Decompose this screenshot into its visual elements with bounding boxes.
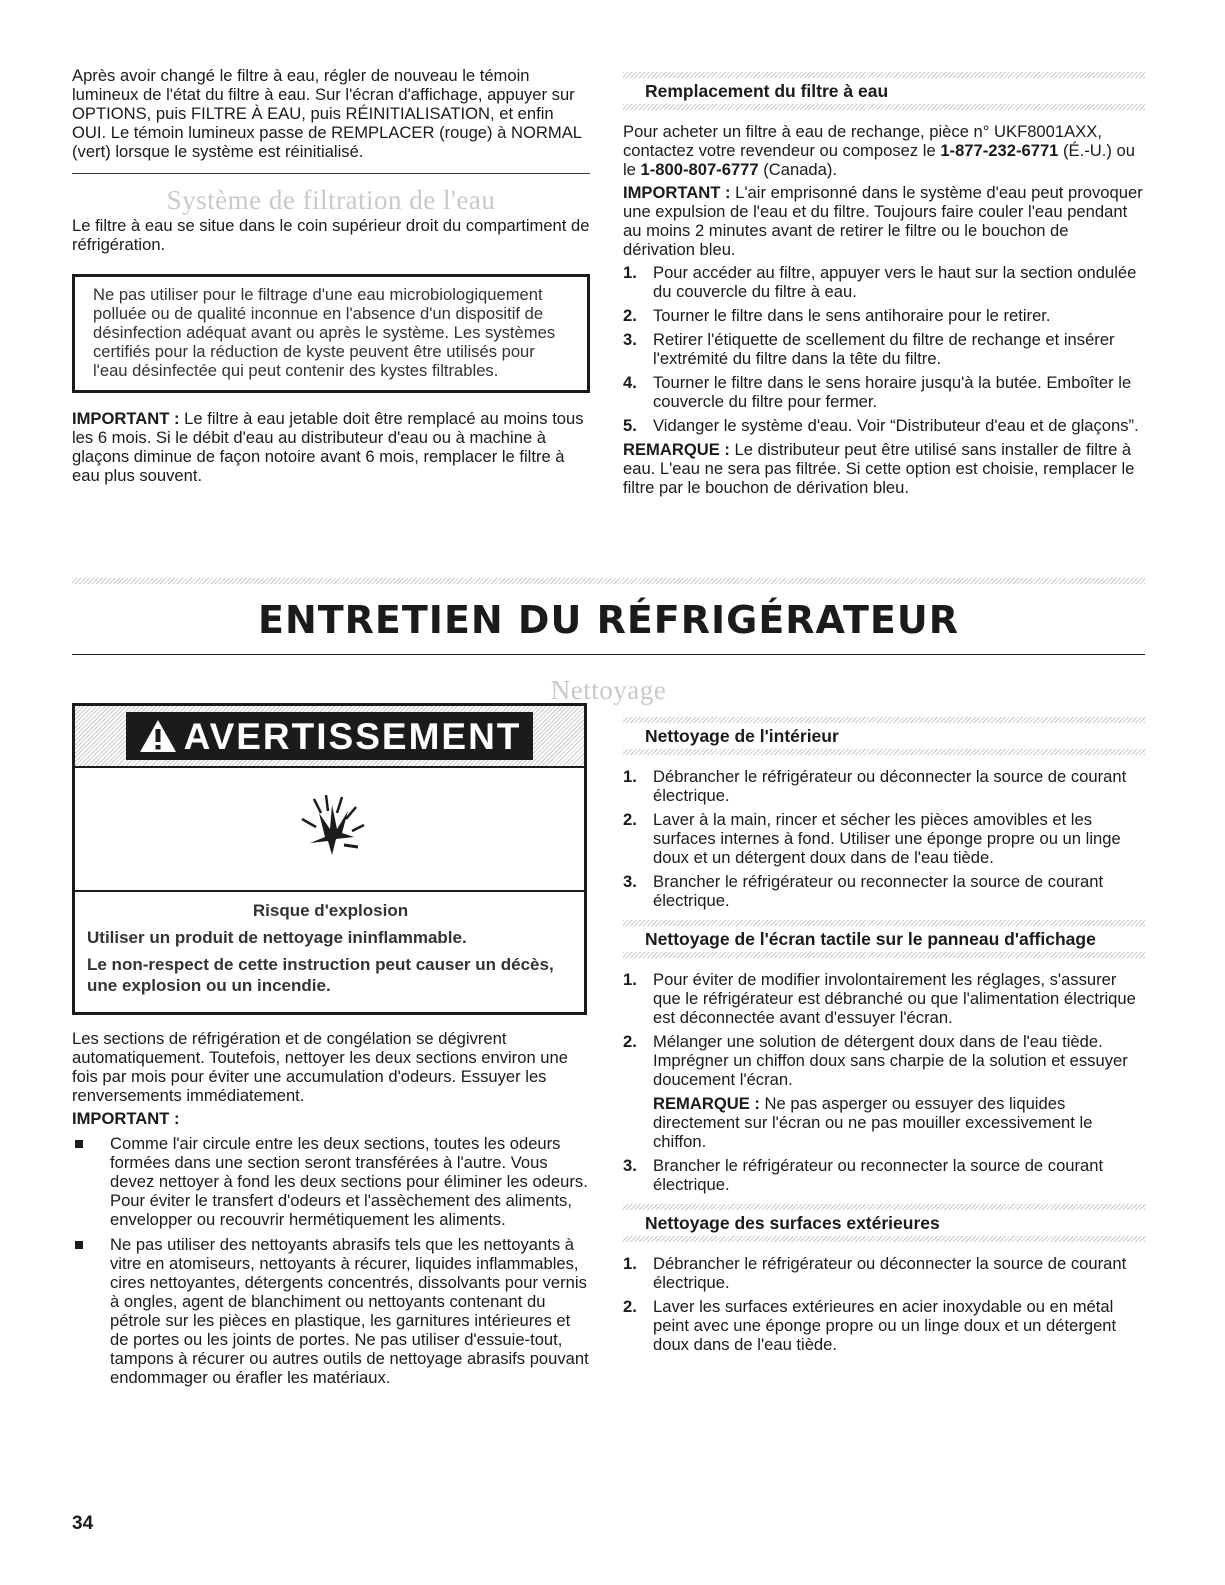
step-text: Laver à la main, rincer et sécher les pièces amovibles et les surfaces internes à fond. Utiliser une éponge propre ou un linge doux et un détergent doux dans de l'eau tiède. — [653, 810, 1121, 867]
explosion-warning-box — [72, 703, 587, 1015]
defrost-paragraph: Les sections de réfrigération et de congélation se dégivrent automatiquement. Toutefois, nettoyer les deux sections environ une fois par mois pour éviter une accumulation d'odeurs. Essuyer les renversements immédiatement. — [72, 1029, 568, 1105]
warning-header-label: AVERTISSEMENT — [183, 715, 522, 757]
step-number: 2. — [623, 1297, 637, 1316]
step-text: Laver les surfaces extérieures en acier inoxydable ou en métal peint avec une éponge propre ou un linge doux et un détergent doux dans de l'eau tiède. — [653, 1297, 1117, 1354]
warning-consequence: Le non-respect de cette instruction peut causer un décès, une explosion ou un incendie. — [87, 955, 554, 995]
list-item — [623, 767, 1145, 805]
heading-exterior-cleaning: Nettoyage des surfaces extérieures — [645, 1213, 940, 1233]
list-item — [623, 1297, 1145, 1354]
list-item — [623, 872, 1145, 910]
important-text: Le filtre à eau jetable doit être remplacé au moins tous les 6 mois. Si le débit d'eau au distributeur d'eau ou à machine à glaçons diminue de façon notoire avant 6 mois, remplacer le filtre à eau plus souvent. — [72, 409, 584, 485]
list-item — [623, 373, 1145, 411]
important-filter-paragraph — [72, 409, 590, 485]
list-item — [623, 306, 1145, 325]
divider — [72, 654, 1145, 655]
hatch-rule — [72, 578, 1145, 584]
important-air-paragraph — [623, 183, 1145, 259]
divider — [72, 173, 590, 174]
hatch-rule — [623, 104, 1145, 110]
remark-paragraph — [623, 440, 1145, 497]
important-bullet-list — [72, 1134, 590, 1387]
remark-text: Le distributeur peut être utilisé sans installer de filtre à eau. L'eau ne sera pas filtrée. Si cette option est choisie, remplacer le filtre par le bouchon de dérivation bleu. — [623, 440, 1135, 497]
bullet-square-icon — [75, 1140, 83, 1148]
list-item — [623, 263, 1145, 301]
step-number: 2. — [623, 306, 637, 325]
step-number: 4. — [623, 373, 637, 392]
top-right-column — [623, 72, 1145, 501]
bullet-text: Comme l'air circule entre les deux sections, toutes les odeurs formées dans une section seront transférées à l'autre. Vous devez nettoyer à fond les deux sections pour éliminer les odeurs. Pour éviter le transfert d'odeurs et l'assèchement des aliments, envelopper ou recouvrir hermétiquement les aliments. — [110, 1134, 588, 1229]
filtration-warning-box: Ne pas utiliser pour le filtrage d'une eau microbiologiquement polluée ou de qualité inconnue en l'absence d'un dispositif de désinfection adéquat avant ou après le système. Les systèmes certifiés pour la réduction de kyste peuvent être utilisés pour l'eau désinfectée qui peut contenir des kystes filtrables. — [72, 274, 590, 393]
reset-paragraph: Après avoir changé le filtre à eau, régler de nouveau le témoin lumineux de l'état du filtre à eau. Sur l'écran d'affichage, appuyer sur OPTIONS, puis FILTRE À EAU, puis RÉINITIALISATION, et enfin OUI. Le témoin lumineux passe de REMPLACER (rouge) à NORMAL (vert) lorsque le système est réinitialisé. — [72, 66, 582, 161]
important-label: IMPORTANT : — [72, 1109, 180, 1128]
step-number: 1. — [623, 1254, 637, 1273]
remark-text: Ne pas asperger ou essuyer des liquides directement sur l'écran ou ne pas mouiller excessivement le chiffon. — [653, 1094, 1093, 1151]
warning-header — [75, 706, 584, 768]
remark-paragraph — [653, 1094, 1145, 1151]
purchase-paragraph — [623, 122, 1145, 179]
list-item — [623, 416, 1145, 435]
step-number: 1. — [623, 767, 637, 786]
bottom-left-column — [72, 703, 590, 1393]
heading-interior-cleaning: Nettoyage de l'intérieur — [645, 726, 839, 746]
step-text: Pour éviter de modifier involontairement les réglages, s'assurer que le réfrigérateur est débranché ou que l'alimentation électrique est déconnectée avant d'essuyer l'écran. — [653, 970, 1136, 1027]
step-number: 2. — [623, 1032, 637, 1051]
list-item — [623, 1156, 1145, 1194]
phone-ca: 1-800-807-6777 — [640, 160, 759, 179]
list-item — [623, 810, 1145, 867]
filter-steps-list — [623, 263, 1145, 435]
step-text: Pour accéder au filtre, appuyer vers le haut sur la section ondulée du couvercle du filtre à eau. — [653, 263, 1137, 301]
step-text: Mélanger une solution de détergent doux dans de l'eau tiède. Imprégner un chiffon doux sans charpie de la solution et essuyer doucement l'écran. — [653, 1032, 1128, 1089]
bullet-square-icon — [75, 1241, 83, 1249]
purchase-text: Pour acheter un filtre à eau de rechange, pièce n° UKF8001AXX, contactez votre revendeur ou composez le — [623, 122, 1102, 160]
warning-icon-area — [75, 768, 584, 892]
heading-touchscreen-cleaning: Nettoyage de l'écran tactile sur le panneau d'affichage — [645, 929, 1096, 949]
list-item — [72, 1134, 590, 1229]
section-title-cleaning: Nettoyage — [550, 675, 667, 705]
purchase-text: (É.-U.) ou le — [623, 141, 1135, 179]
location-paragraph: Le filtre à eau se situe dans le coin supérieur droit du compartiment de réfrigération. — [72, 216, 590, 254]
interior-steps-list — [623, 767, 1145, 910]
warning-risk: Risque d'explosion — [252, 901, 409, 920]
list-item — [72, 1235, 590, 1387]
step-number: 3. — [623, 872, 637, 891]
explosion-icon — [290, 789, 370, 869]
step-text: Débrancher le réfrigérateur ou déconnecter la source de courant électrique. — [653, 767, 1127, 805]
important-text: L'air emprisonné dans le système d'eau peut provoquer une expulsion de l'eau et du filtre. Toujours faire couler l'eau pendant au moins 2 minutes avant de retirer le filtre ou le bouchon de dérivation bleu. — [623, 183, 1143, 259]
page-number: 34 — [72, 1513, 94, 1534]
phone-us: 1-877-232-6771 — [940, 141, 1059, 160]
list-item — [623, 1032, 1145, 1151]
step-number: 1. — [623, 263, 637, 282]
list-item — [623, 970, 1145, 1027]
warning-body — [75, 892, 584, 1012]
step-text: Vidanger le système d'eau. Voir “Distributeur d'eau et de glaçons”. — [653, 416, 1139, 435]
step-text: Retirer l'étiquette de scellement du filtre de rechange et insérer l'extrémité du filtre dans la tête du filtre. — [653, 330, 1115, 368]
purchase-text: (Canada). — [758, 160, 838, 179]
section-title-filtration: Système de filtration de l'eau — [166, 185, 496, 215]
step-number: 3. — [623, 1156, 637, 1175]
exterior-steps-list — [623, 1254, 1145, 1354]
warning-banner — [126, 712, 534, 760]
hatch-rule — [623, 952, 1145, 958]
touchscreen-steps-list — [623, 970, 1145, 1194]
step-number: 2. — [623, 810, 637, 829]
step-text: Brancher le réfrigérateur ou reconnecter la source de courant électrique. — [653, 1156, 1104, 1194]
page-title: ENTRETIEN DU RÉFRIGÉRATEUR — [257, 598, 960, 642]
important-label: IMPORTANT : — [72, 409, 180, 428]
remark-label: REMARQUE : — [623, 440, 730, 459]
hatch-rule — [623, 1236, 1145, 1242]
hatch-rule — [623, 749, 1145, 755]
step-number: 1. — [623, 970, 637, 989]
important-label: IMPORTANT : — [623, 183, 731, 202]
step-text: Tourner le filtre dans le sens antihoraire pour le retirer. — [653, 306, 1051, 325]
list-item — [623, 330, 1145, 368]
heading-filter-replacement: Remplacement du filtre à eau — [645, 81, 889, 101]
step-text: Débrancher le réfrigérateur ou déconnecter la source de courant électrique. — [653, 1254, 1127, 1292]
step-text: Brancher le réfrigérateur ou reconnecter la source de courant électrique. — [653, 872, 1104, 910]
step-text: Tourner le filtre dans le sens horaire jusqu'à la butée. Emboîter le couvercle du filtre pour fermer. — [653, 373, 1132, 411]
remark-label: REMARQUE : — [653, 1094, 760, 1113]
bottom-right-column — [623, 717, 1145, 1359]
list-item — [623, 1254, 1145, 1292]
top-left-column — [72, 66, 590, 489]
step-number: 3. — [623, 330, 637, 349]
warning-instruction: Utiliser un produit de nettoyage ininflammable. — [87, 928, 467, 947]
bullet-text: Ne pas utiliser des nettoyants abrasifs tels que les nettoyants à vitre en atomiseurs, nettoyants à récurer, liquides inflammables, cires nettoyantes, détergents concentrés, dissolvants pour vernis à ongles, agent de blanchiment ou nettoyants contenant du pétrole sur les pièces en plastique, les garnitures intérieures et de portes ou les joints de portes. Ne pas utiliser d'essuie-tout, tampons à récurer ou autres outils de nettoyage abrasifs pouvant endommager ou érafler les matériaux. — [110, 1235, 589, 1387]
step-number: 5. — [623, 416, 637, 435]
warning-triangle-icon — [138, 718, 178, 754]
